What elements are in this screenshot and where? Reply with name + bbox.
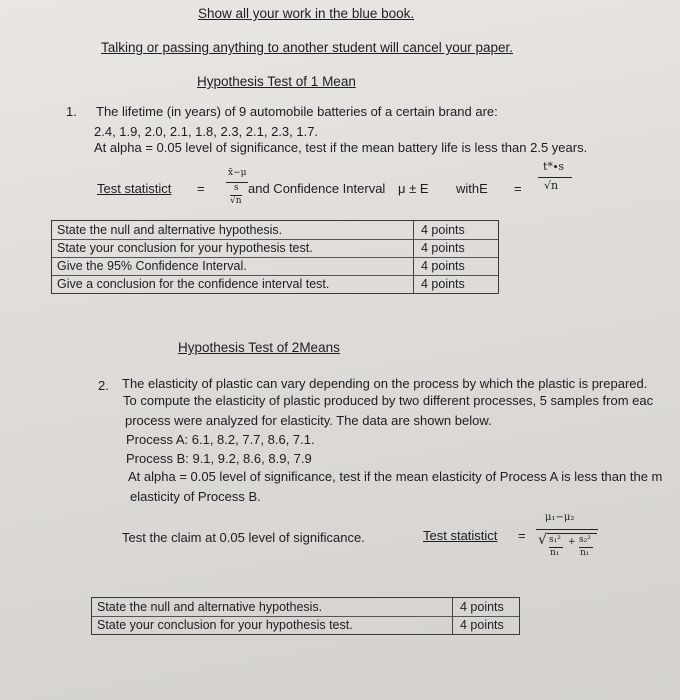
section1-line-2: 2.4, 1.9, 2.0, 2.1, 1.8, 2.3, 2.1, 2.3, 1.7. xyxy=(94,124,319,139)
section2-line-6: At alpha = 0.05 level of significance, test if the mean elasticity of Process A is less than the m xyxy=(128,469,663,484)
section2-line-4: Process A: 6.1, 8.2, 7.7, 8.6, 7.1. xyxy=(126,432,315,447)
sqrt-bar xyxy=(547,533,597,534)
points-label: 4 points xyxy=(421,241,465,255)
section2-title: Hypothesis Test of 2Means xyxy=(178,340,340,355)
claim-text: Test the claim at 0.05 level of significance. xyxy=(122,530,365,545)
section2-line-2: To compute the elasticity of plastic produced by two different processes, 5 samples from eac xyxy=(123,393,654,408)
diff-fraction-bar xyxy=(536,529,598,530)
fraction-denominator-s: s xyxy=(234,183,239,193)
points-label: 4 points xyxy=(460,618,504,632)
task-label: State your conclusion for your hypothesis test. xyxy=(97,618,353,632)
equals-sign-3: = xyxy=(518,528,526,543)
section2-line-5: Process B: 9.1, 9.2, 8.6, 8.9, 7.9 xyxy=(126,451,312,466)
test-statistic-label-2: Test statistict xyxy=(423,528,498,543)
variance-2: s₂² xyxy=(579,535,591,545)
sample-size-1: n₁ xyxy=(550,548,560,558)
task-label: State your conclusion for your hypothesis test. xyxy=(57,241,313,255)
sqrt-icon: √ xyxy=(538,532,547,548)
sample-size-2: n₁ xyxy=(580,548,590,558)
section1-line-1: The lifetime (in years) of 9 automobile batteries of a certain brand are: xyxy=(96,104,498,119)
confidence-interval-text: and Confidence Interval xyxy=(248,181,386,196)
header-line-1: Show all your work in the blue book. xyxy=(198,6,415,21)
table-row xyxy=(52,239,498,258)
table-row xyxy=(52,257,498,276)
plus-sign: + xyxy=(568,537,576,547)
table-row xyxy=(52,275,498,294)
header-line-2: Talking or passing anything to another student will cancel your paper. xyxy=(101,40,514,55)
section2-number: 2. xyxy=(98,378,109,393)
ci-expression: μ ± E xyxy=(398,181,429,196)
points-label: 4 points xyxy=(421,259,465,273)
task-label: State the null and alternative hypothesis. xyxy=(57,223,283,237)
section2-line-1: The elasticity of plastic can vary depending on the process by which the plastic is prepared. xyxy=(122,376,648,391)
section2-line-3: process were analyzed for elasticity. The data are shown below. xyxy=(125,413,492,428)
diff-means-numerator: μ₁−μ₂ xyxy=(545,512,575,523)
table-row xyxy=(92,598,519,617)
task-label: Give a conclusion for the confidence interval test. xyxy=(57,277,330,291)
fraction-denominator-root: √n xyxy=(230,196,242,206)
fraction-numerator: x̄−μ xyxy=(228,168,247,178)
task-label: State the null and alternative hypothesis. xyxy=(97,600,323,614)
section1-number: 1. xyxy=(66,104,77,119)
section1-title: Hypothesis Test of 1 Mean xyxy=(197,74,356,89)
table-row xyxy=(92,616,519,635)
points-label: 4 points xyxy=(421,277,465,291)
with-e-text: withE xyxy=(456,181,488,196)
section2-points-table xyxy=(91,597,520,635)
equals-sign-2: = xyxy=(514,181,522,196)
test-statistic-label: Test statistict xyxy=(97,181,172,196)
section1-points-table xyxy=(51,220,499,294)
points-label: 4 points xyxy=(460,600,504,614)
task-label: Give the 95% Confidence Interval. xyxy=(57,259,247,273)
table-row xyxy=(52,221,498,240)
variance-1: s₁² xyxy=(549,535,561,545)
equals-sign: = xyxy=(197,181,205,196)
margin-fraction-bar xyxy=(538,177,572,178)
section2-line-7: elasticity of Process B. xyxy=(130,489,261,504)
margin-numerator: t*∙s xyxy=(543,160,564,173)
section1-line-3: At alpha = 0.05 level of significance, test if the mean battery life is less than 2.5 years. xyxy=(94,140,588,155)
margin-denominator: √n xyxy=(544,179,559,192)
points-label: 4 points xyxy=(421,223,465,237)
